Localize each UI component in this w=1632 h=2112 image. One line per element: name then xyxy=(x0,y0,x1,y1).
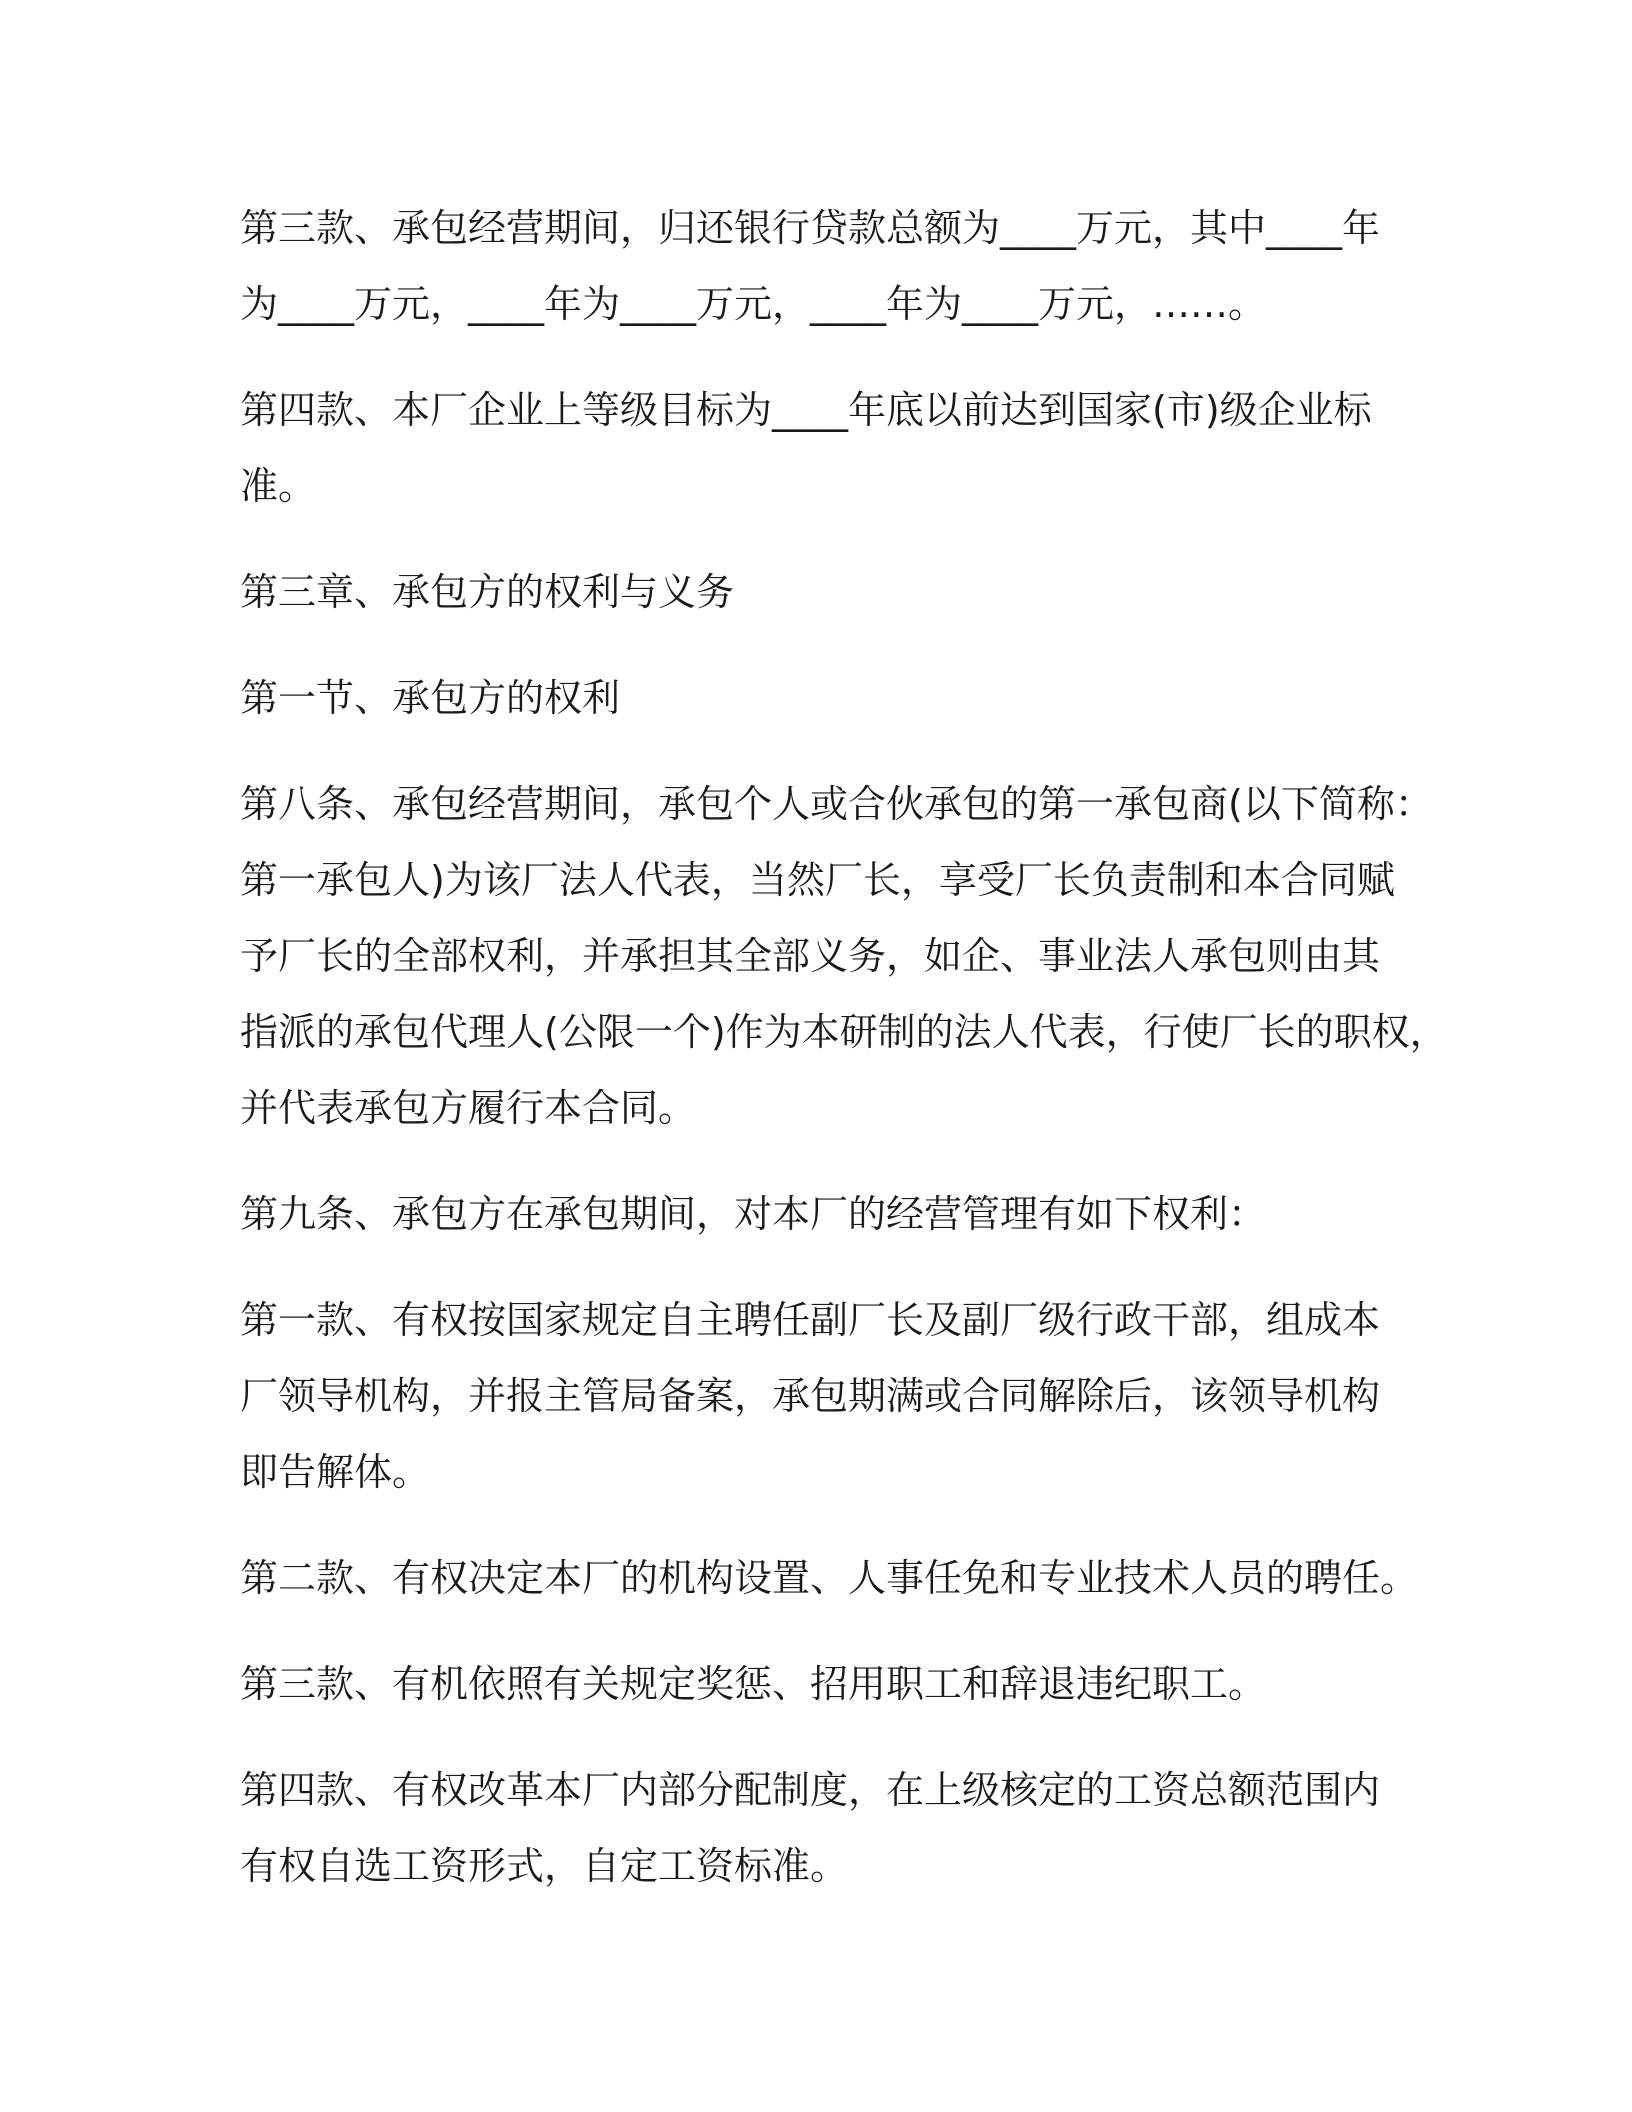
paragraph-clause-4 xyxy=(240,1752,1415,1904)
section-heading xyxy=(240,660,1415,736)
text-line: 有权自选工资形式，自定工资标准。 xyxy=(240,1844,849,1888)
text-line: 第八条、承包经营期间，承包个人或合伙承包的第一承包商(以下简称： xyxy=(240,782,1433,826)
text-line: 第一承包人)为该厂法人代表，当然厂长，享受厂长负责制和本合同赋 xyxy=(240,858,1395,902)
text-line: 并代表承包方履行本合同。 xyxy=(240,1086,697,1130)
text-line: 第三款、有机依照有关规定奖惩、招用职工和辞退违纪职工。 xyxy=(240,1662,1267,1706)
paragraph-clause-3 xyxy=(240,1646,1415,1722)
text-line: 第三章、承包方的权利与义务 xyxy=(240,570,735,614)
document-body xyxy=(240,190,1448,1934)
paragraph-clause-1 xyxy=(240,1282,1415,1510)
text-line: 第一款、有权按国家规定自主聘任副厂长及副厂级行政干部，组成本 xyxy=(240,1298,1381,1342)
chapter-heading xyxy=(240,554,1415,630)
text-line: 第九条、承包方在承包期间，对本厂的经营管理有如下权利： xyxy=(240,1192,1267,1236)
paragraph-article-8 xyxy=(240,766,1448,1146)
text-line: 为____万元，____年为____万元，____年为____万元，……。 xyxy=(240,282,1267,326)
paragraph-article-9 xyxy=(240,1176,1415,1252)
text-line: 准。 xyxy=(240,464,317,508)
paragraph-grade-target-clause xyxy=(240,372,1415,524)
paragraph-clause-2 xyxy=(240,1540,1419,1616)
text-line: 予厂长的全部权利，并承担其全部义务，如企、事业法人承包则由其 xyxy=(240,934,1381,978)
text-line: 第一节、承包方的权利 xyxy=(240,676,621,720)
text-line: 第四款、有权改革本厂内部分配制度，在上级核定的工资总额范围内 xyxy=(240,1768,1381,1812)
text-line: 厂领导机构，并报主管局备案，承包期满或合同解除后，该领导机构 xyxy=(240,1374,1381,1418)
text-line: 第二款、有权决定本厂的机构设置、人事任免和专业技术人员的聘任。 xyxy=(240,1556,1419,1600)
text-line: 第四款、本厂企业上等级目标为____年底以前达到国家(市)级企业标 xyxy=(240,388,1372,432)
paragraph-repayment-clause xyxy=(240,190,1415,342)
text-line: 第三款、承包经营期间，归还银行贷款总额为____万元，其中____年 xyxy=(240,206,1381,250)
text-line: 即告解体。 xyxy=(240,1450,431,1494)
text-line: 指派的承包代理人(公限一个)作为本研制的法人代表，行使厂长的职权， xyxy=(240,1010,1448,1054)
